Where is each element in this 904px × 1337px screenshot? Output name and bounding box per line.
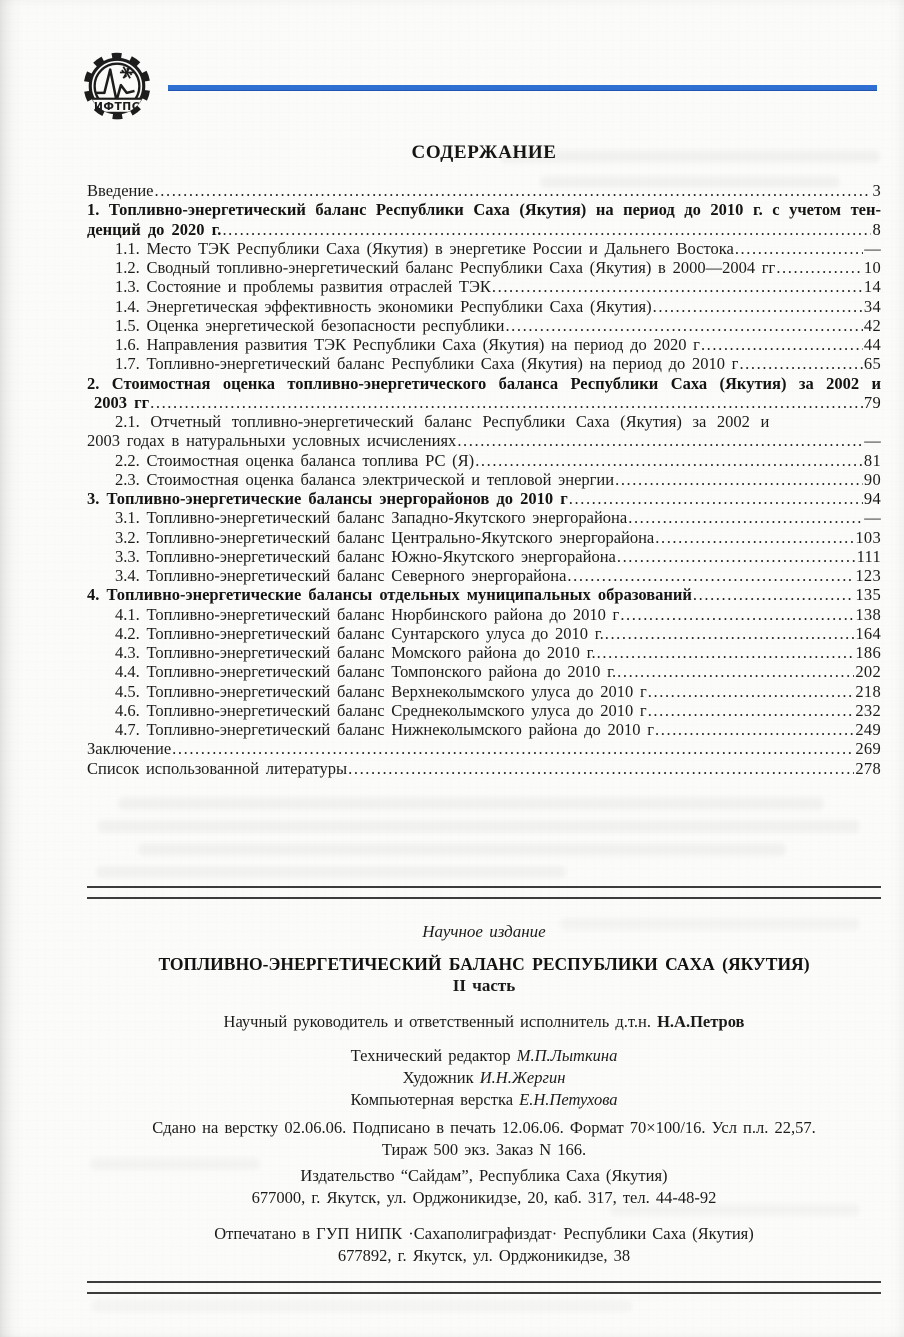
toc-entry-page: — xyxy=(864,431,881,451)
toc-entry-page: 34 xyxy=(863,296,881,316)
colophon-supervisor xyxy=(87,1011,881,1033)
colophon-artist xyxy=(87,1067,881,1089)
colophon-print-info-2: Тираж 500 экз. Заказ N 166. xyxy=(381,1140,587,1159)
colophon-printer-address: 677892, г. Якутск, ул. Орджоникидзе, 38 xyxy=(337,1246,631,1265)
person-name: И.Н.Жергин xyxy=(479,1068,566,1087)
toc-entry-text: 3.1. Топливно-энергетический баланс Западно-Якутского энергорайона xyxy=(115,508,628,528)
toc-entry xyxy=(87,220,881,239)
ghost-bleedthrough xyxy=(92,1300,632,1312)
toc-entry-page: 202 xyxy=(855,662,881,682)
toc-entry-text: Заключение xyxy=(87,739,172,759)
toc-entry-page: 44 xyxy=(863,335,881,354)
toc-entry-text: 1.4. Энергетическая эффективность экономики Республики Саха (Якутия) xyxy=(115,296,652,316)
institute-logo-graphic xyxy=(82,49,152,129)
toc-entry-page: 111 xyxy=(856,546,881,566)
toc-entry-page: 249 xyxy=(855,720,881,739)
toc-entry-text: 2.2. Стоимостная оценка баланса топлива РС (Я) xyxy=(115,450,475,470)
person-name: Е.Н.Петухова xyxy=(519,1090,618,1109)
toc-entry xyxy=(87,701,881,720)
toc-entry xyxy=(87,720,881,739)
toc-entry xyxy=(87,759,881,778)
dot-leader xyxy=(628,508,863,527)
toc-entry xyxy=(87,393,881,412)
toc-entry xyxy=(87,682,881,701)
colophon-part: II часть xyxy=(452,976,516,995)
toc-entry-page: 135 xyxy=(855,585,881,605)
dot-leader xyxy=(648,701,855,720)
dot-leader xyxy=(701,335,863,354)
dot-leader xyxy=(348,759,854,778)
colophon-publisher-address: 677000, г. Якутск, ул. Орджоникидзе, 20, каб. 317, тел. 44-48-92 xyxy=(251,1188,717,1207)
toc-entry-page: 42 xyxy=(863,315,881,335)
toc-entry xyxy=(87,528,881,547)
toc-entry-text: денций до 2020 г. xyxy=(87,219,222,239)
toc-entry xyxy=(87,335,881,354)
toc-entry-page: 8 xyxy=(872,219,881,239)
toc-entry-page: 90 xyxy=(863,469,881,489)
toc-entry-page: 14 xyxy=(863,277,881,297)
toc-entry-page: 269 xyxy=(855,739,881,759)
toc-entry xyxy=(87,316,881,335)
toc-entry-page: 218 xyxy=(855,681,881,701)
toc-entry xyxy=(87,200,881,219)
dot-leader xyxy=(155,181,872,200)
toc-entry-text: 3.4. Топливно-энергетический баланс Северного энергорайона xyxy=(115,566,567,585)
toc-entry-text: 4. Топливно-энергетические балансы отдельных муниципальных образований xyxy=(87,585,692,605)
dot-leader xyxy=(605,624,855,643)
dot-leader xyxy=(150,393,863,412)
toc-entry-page: 164 xyxy=(855,623,881,643)
colophon-printed-at: Отпечатано в ГУП НИПК ·Сахаполиграфиздат· Республики Саха (Якутия) xyxy=(214,1224,754,1243)
ghost-bleedthrough xyxy=(138,843,786,856)
toc-entry-text: 4.4. Топливно-энергетический баланс Томпонского района до 2010 г. xyxy=(115,662,617,682)
toc-entry-text: 4.3. Топливно-энергетический баланс Момского района до 2010 г. xyxy=(115,643,596,662)
toc-entry-page: — xyxy=(864,508,881,528)
dot-leader xyxy=(569,489,863,508)
toc-entry-page: 138 xyxy=(855,604,881,624)
toc-entry-text: 4.7. Топливно-энергетический баланс Нижнеколымского района до 2010 г xyxy=(115,720,655,739)
toc-entry-text: 1.7. Топливно-энергетический баланс Республики Саха (Якутия) на период до 2010 г xyxy=(115,354,739,374)
toc-entry xyxy=(87,605,881,624)
toc-entry-text: 4.1. Топливно-энергетический баланс Нюрбинского района до 2010 г xyxy=(115,604,620,624)
toc-entry xyxy=(87,181,881,200)
toc-entry-page: 278 xyxy=(855,758,881,778)
dot-leader xyxy=(776,258,863,277)
dot-leader xyxy=(222,220,871,239)
colophon-lines xyxy=(87,921,881,1267)
toc-entry-text: 1.3. Состояние и проблемы развития отраслей ТЭК xyxy=(115,277,491,297)
person-name: Н.А.Петров xyxy=(657,1012,745,1031)
toc-entry-text: 1.5. Оценка энергетической безопасности республики xyxy=(115,315,505,335)
header-rule xyxy=(168,85,877,91)
colophon-role-label: Художник xyxy=(402,1068,480,1087)
toc-entry-page: 123 xyxy=(855,566,881,585)
toc-entry xyxy=(87,662,881,681)
toc-entry xyxy=(87,566,881,585)
colophon-edition-note: Научное издание xyxy=(422,922,546,941)
toc-entry xyxy=(87,412,881,431)
toc-entry-text: 4.5. Топливно-энергетический баланс Верхнеколымского улуса до 2010 г xyxy=(115,681,647,701)
dot-leader xyxy=(492,277,863,296)
toc-entry-text: 2. Стоимостная оценка топливно-энергетического баланса Республики Саха (Якутия) за 2002 и xyxy=(87,373,881,393)
toc-entry-text: 2.3. Стоимостная оценка баланса электрической и тепловой энергии xyxy=(115,469,615,489)
toc-entry-page: 94 xyxy=(863,489,881,508)
dot-leader xyxy=(735,239,863,258)
toc-entry-text: 1.6. Направления развития ТЭК Республики Саха (Якутия) на период до 2020 г xyxy=(115,335,700,354)
page-title: СОДЕРЖАНИЕ xyxy=(411,142,557,163)
toc-entry-page: 103 xyxy=(855,527,881,547)
toc-entry-text: 3.2. Топливно-энергетический баланс Центрально-Якутского энергорайона xyxy=(115,527,655,547)
toc-entry-text: 1.1. Место ТЭК Республики Саха (Якутия) в энергетике России и Дальнего Востока xyxy=(115,238,734,258)
dot-leader xyxy=(617,547,856,566)
dot-leader xyxy=(457,431,863,450)
person-name: М.П.Лыткина xyxy=(516,1046,618,1065)
toc-entry xyxy=(87,489,881,508)
toc-entry xyxy=(87,739,881,758)
ghost-bleedthrough xyxy=(118,797,824,810)
dot-leader xyxy=(655,528,854,547)
dot-leader xyxy=(648,682,855,701)
toc-entry-page: 10 xyxy=(863,258,881,277)
toc-entry-text: 3.3. Топливно-энергетический баланс Южно-Якутского энергорайона xyxy=(115,546,616,566)
dot-leader xyxy=(655,720,854,739)
toc-entry xyxy=(87,451,881,470)
colophon-role-label: Технический редактор xyxy=(350,1046,517,1065)
toc-entry xyxy=(87,431,881,450)
colophon-layout xyxy=(87,1089,881,1111)
dot-leader xyxy=(617,662,854,681)
dot-leader xyxy=(475,451,863,470)
logo-acronym: ИФТПС xyxy=(93,100,141,113)
toc-entry xyxy=(87,297,881,316)
toc-entry xyxy=(87,585,881,604)
colophon-publisher: Издательство “Сайдам”, Республика Саха (Якутия) xyxy=(300,1166,668,1185)
dot-leader xyxy=(739,354,862,373)
toc-entry xyxy=(87,470,881,489)
ghost-bleedthrough xyxy=(98,820,860,833)
colophon-top-rule xyxy=(87,886,881,899)
institute-logo xyxy=(82,49,152,129)
dot-leader xyxy=(505,316,862,335)
dot-leader xyxy=(693,585,854,604)
toc-entry-text: 1. Топливно-энергетический баланс Республики Саха (Якутия) на период до 2010 г. с учетом тен- xyxy=(87,200,881,220)
colophon-print-info-1: Сдано на верстку 02.06.06. Подписано в печать 12.06.06. Формат 70×100/16. Усл п.л. 22,57. xyxy=(152,1118,816,1137)
toc-entry xyxy=(87,354,881,373)
toc-entry-page: 79 xyxy=(863,392,881,412)
dot-leader xyxy=(653,297,863,316)
ghost-bleedthrough xyxy=(96,866,566,878)
toc-entry-text: 4.6. Топливно-энергетический баланс Среднеколымского улуса до 2010 г xyxy=(115,700,647,720)
toc-entry xyxy=(87,239,881,258)
colophon-tech-editor xyxy=(87,1045,881,1067)
dot-leader xyxy=(597,643,855,662)
toc-entry-text: Список использованной литературы xyxy=(87,758,348,778)
toc-entry xyxy=(87,508,881,527)
toc-entry xyxy=(87,258,881,277)
colophon xyxy=(87,886,881,1294)
toc-entry-text: Введение xyxy=(87,181,154,200)
toc-list xyxy=(87,181,881,778)
toc-entry xyxy=(87,643,881,662)
colophon-role-label: Научный руководитель и ответственный исполнитель д.т.н. xyxy=(223,1012,658,1031)
toc-entry-text: 1.2. Сводный топливно-энергетический баланс Республики Саха (Якутия) в 2000—2004 гг xyxy=(115,258,776,277)
toc-entry-text: 2003 гг xyxy=(94,392,150,412)
colophon-book-title: ТОПЛИВНО-ЭНЕРГЕТИЧЕСКИЙ БАЛАНС РЕСПУБЛИКИ САХА (ЯКУТИЯ) xyxy=(158,954,810,974)
colophon-bottom-rule xyxy=(87,1281,881,1294)
toc-entry-page: — xyxy=(864,238,881,258)
toc-entry-text: 2003 годах в натуральныхи условных исчислениях xyxy=(87,431,457,451)
toc-entry-page: 232 xyxy=(855,700,881,720)
dot-leader xyxy=(615,470,863,489)
toc-entry xyxy=(87,374,881,393)
toc-entry-text: 4.2. Топливно-энергетический баланс Сунтарского улуса до 2010 г. xyxy=(115,623,604,643)
toc-entry xyxy=(87,624,881,643)
toc-entry-page: 81 xyxy=(863,450,881,470)
toc-entry-page: 186 xyxy=(855,643,881,662)
toc-entry-page: 3 xyxy=(872,181,881,200)
toc-entry-text: 3. Топливно-энергетические балансы энергорайонов до 2010 г xyxy=(87,489,568,508)
dot-leader xyxy=(172,739,854,758)
dot-leader xyxy=(567,566,854,585)
toc-entry xyxy=(87,277,881,296)
dot-leader xyxy=(620,605,854,624)
toc-entry-page: 65 xyxy=(863,354,881,374)
toc-entry xyxy=(87,547,881,566)
colophon-role-label: Компьютерная верстка xyxy=(350,1090,520,1109)
toc-entry-text: 2.1. Отчетный топливно-энергетический баланс Республики Саха (Якутия) за 2002 и xyxy=(115,412,770,431)
